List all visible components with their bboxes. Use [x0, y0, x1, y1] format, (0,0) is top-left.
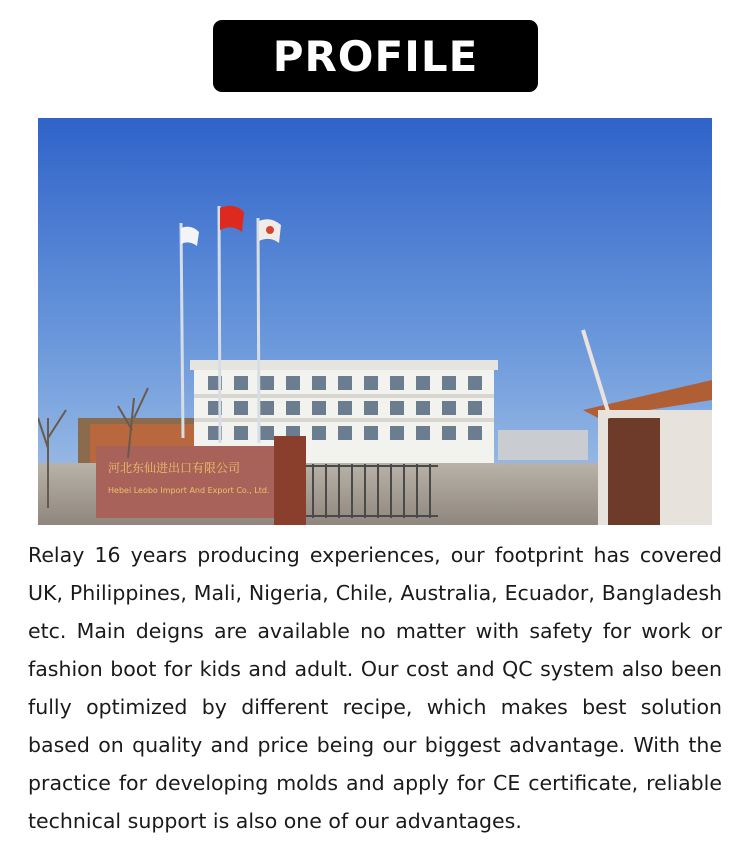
page-title: PROFILE [272, 31, 479, 81]
distant-building [498, 430, 588, 460]
profile-title-badge [213, 20, 538, 92]
profile-description: Relay 16 years producing experiences, our footprint has covered UK, Philippines, Mali, Nigeria, Chile, Australia, Ecuador, Bangladesh etc. Main deigns are available no matter with safety for work or fashion boot for kids and adult. Our cost and QC system also been fully optimized by different recipe, which makes best solution based on quality and price being our biggest advantage. With the practice for developing molds and apply for CE certificate, reliable technical support is also one of our advantages. [28, 543, 722, 833]
left-gate-pillar [274, 436, 306, 525]
company-building-photo [38, 118, 712, 525]
sign-english-text: Hebei Leobo Import And Export Co., Ltd. [108, 486, 270, 495]
sign-chinese-text: 河北东仙进出口有限公司 [108, 461, 241, 475]
company-sign-wall [96, 446, 276, 518]
company-photo-illustration [38, 118, 712, 525]
